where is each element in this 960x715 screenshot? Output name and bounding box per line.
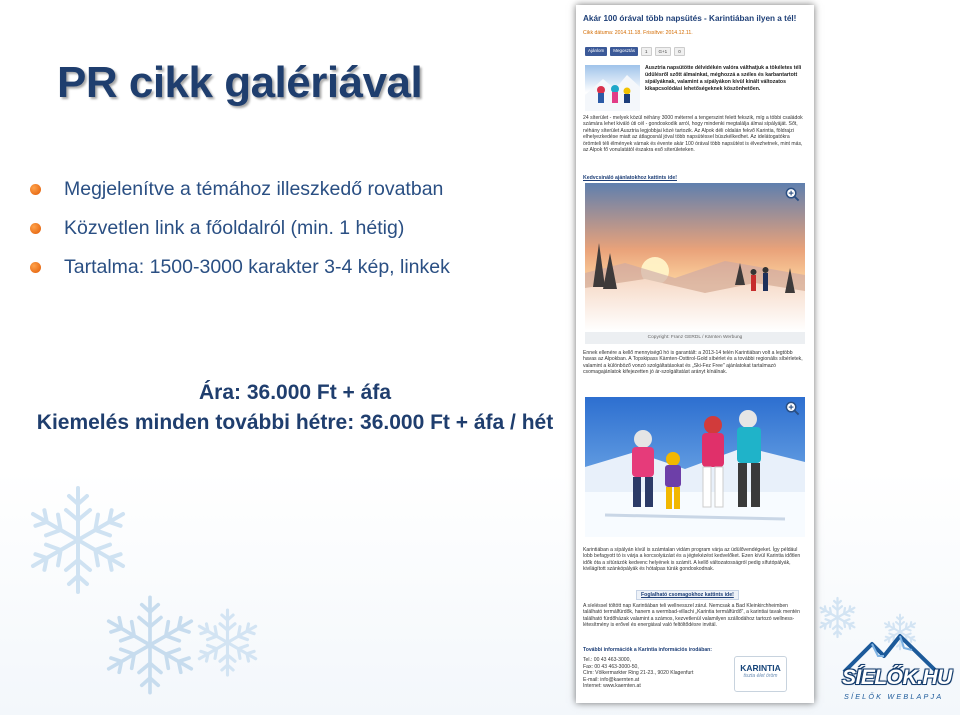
slide-title: PR cikk galériával — [57, 58, 423, 107]
bullet-list — [30, 176, 450, 293]
bullet-item — [30, 254, 450, 293]
facebook-share-button[interactable]: Megosztás — [610, 47, 638, 56]
facebook-like-button[interactable]: Ajánlom — [585, 47, 607, 56]
article-dates: Cikk dátuma: 2014.11.18. Frissítve: 2014.12.11. — [583, 30, 693, 36]
bullet-item — [30, 176, 450, 215]
article-paragraph: A síeléssel töltött nap Karintiában teli wellnesszel zárul. Nemcsak a Bad Kleinkirchheimben található termálfürdők, hanem a wermbad-villachi „Karintia termálfürdő", a karintiai tavak mentén található fürdőházak valamint a számos, kezvetlenül valamilyen szállodához tartozó wellness-létesítmény is erővel és energiával való feltöltődésre invitál. — [583, 603, 800, 629]
offers-link[interactable]: Kedvcsináló ajánlatokhoz kattints ide! — [583, 175, 677, 181]
karintia-logo-slogan: tiszta élet öröm — [743, 673, 778, 679]
social-share-bar — [585, 47, 685, 56]
contact-address: Cím: Völkermarkter Ring 21-23., 9020 Klagenfurt — [583, 670, 694, 677]
article-lead: Ausztria napsütötte délvidékén valóra válthatjuk a tökéletes téli üdülésről szőtt álmainkat, méghozzá a széles és karbantartott sípályáknak, valamint a sípályákon kívül kínált változatos kikapcsolódási lehetőségeknek köszönhetően. — [645, 65, 802, 92]
bullet-item — [30, 215, 450, 254]
article-paragraph: Ennek ellenére a kellő mennyiségű hó is garantált: a 2013-14 telén Karintiában volt a legtöbb havas az Alpokban. A Topskipass Kärnten-Osttirol-Gold síbérlet és a további regionális síbérletek, valamint a különböző vonzó szolgáltatásokat és „Ski-Fez Free" ajánlatokat tartalmazó csomagajánlatok kifejezetten jó ár-szolgáltatást arányt kínálnak. — [583, 350, 803, 376]
weekly-highlight-price-text: Kiemelés minden további hétre: 36.000 Ft + áfa / hét — [36, 411, 554, 434]
karintia-logo-text: KARINTIA — [740, 663, 781, 673]
contact-phone: Tel.: 00 43 463-3000, — [583, 657, 631, 664]
article-title: Akár 100 órával több napsütés - Karintiában ilyen a tél! — [583, 14, 797, 23]
family-ski-photo[interactable] — [585, 397, 805, 537]
bullet-text: Megjelenítve a témához illeszkedő rovatban — [64, 178, 444, 200]
contact-website[interactable]: Internet: www.kaernten.at — [583, 683, 641, 690]
article-paragraph: 24 síterület - melyek közül néhány 3000 méterrel a tengerszint felett fekszik, míg a többi családok számára lehet kiváló úti cél - gondoskodik arról, hogy mindenki megtalálja álmai sípályáját. Sőt, néhány síterület Ausztria legjobbjai közé tartozik. Az Alpok déli oldalán fekvő Karintia, földrajzi elhelyezkedése miatt az átlagosnál jóval több napsütéssel büszkélkedhet. Az idelátogatókra örömteli téli élmények várnak és évente akár 100 órával több napsütést is élvezhetnek, mint más, az Alpok fő vonulatától északra eső síterületeken. — [583, 115, 803, 154]
packages-link[interactable]: Foglalható csomagokhoz kattints ide! — [636, 590, 739, 600]
google-plus-button[interactable]: G+1 — [655, 47, 672, 56]
karintia-logo — [734, 656, 787, 692]
plus-count: 0 — [674, 47, 685, 56]
sunset-ski-photo[interactable] — [585, 183, 805, 331]
snowflake-decoration — [190, 605, 265, 680]
brand-tagline: SÍELŐK WEBLAPJA — [844, 692, 944, 701]
sielok-logo — [836, 628, 960, 708]
article-screenshot — [576, 5, 814, 703]
price-text: Ára: 36.000 Ft + áfa — [198, 381, 391, 404]
snowflake-decoration — [18, 480, 138, 600]
zoom-icon[interactable] — [785, 187, 800, 202]
bullet-dot-icon — [30, 184, 41, 195]
bullet-dot-icon — [30, 223, 41, 234]
bullet-dot-icon — [30, 262, 41, 273]
article-thumbnail[interactable] — [585, 65, 640, 111]
zoom-icon[interactable] — [785, 401, 800, 416]
contact-heading: További információk a Karintia információs irodában: — [583, 647, 712, 653]
snowflake-decoration — [95, 590, 205, 700]
share-count: 1 — [641, 47, 652, 56]
photo-caption: Copyright: Franz GERDL / Kärnten Werbung — [585, 332, 805, 344]
contact-email[interactable]: E-mail: info@kaernten.at — [583, 676, 640, 683]
bullet-text: Tartalma: 1500-3000 karakter 3-4 kép, linkek — [64, 256, 450, 278]
article-paragraph: Karintiában a sípályán kívül is számtalan vidám program várja az üdülővendégeket. Így például lobb befagyott tó is várja a korcsolyázást és a jégtekézést kedvelőket. Ezen kívül Karintia időtlen idők óta a sítúrázók kedvenc helyének is számít. A kellő változatosságról pedig sífutópályák, kivilágított szánkópályák és hótalpas túrák gondoskodnak. — [583, 547, 801, 573]
contact-fax: Fax: 00 43 463-3000-50, — [583, 663, 639, 670]
bullet-text: Közvetlen link a főoldalról (min. 1 hétig) — [64, 217, 405, 239]
brand-name: SÍELŐK.HU — [842, 666, 952, 689]
